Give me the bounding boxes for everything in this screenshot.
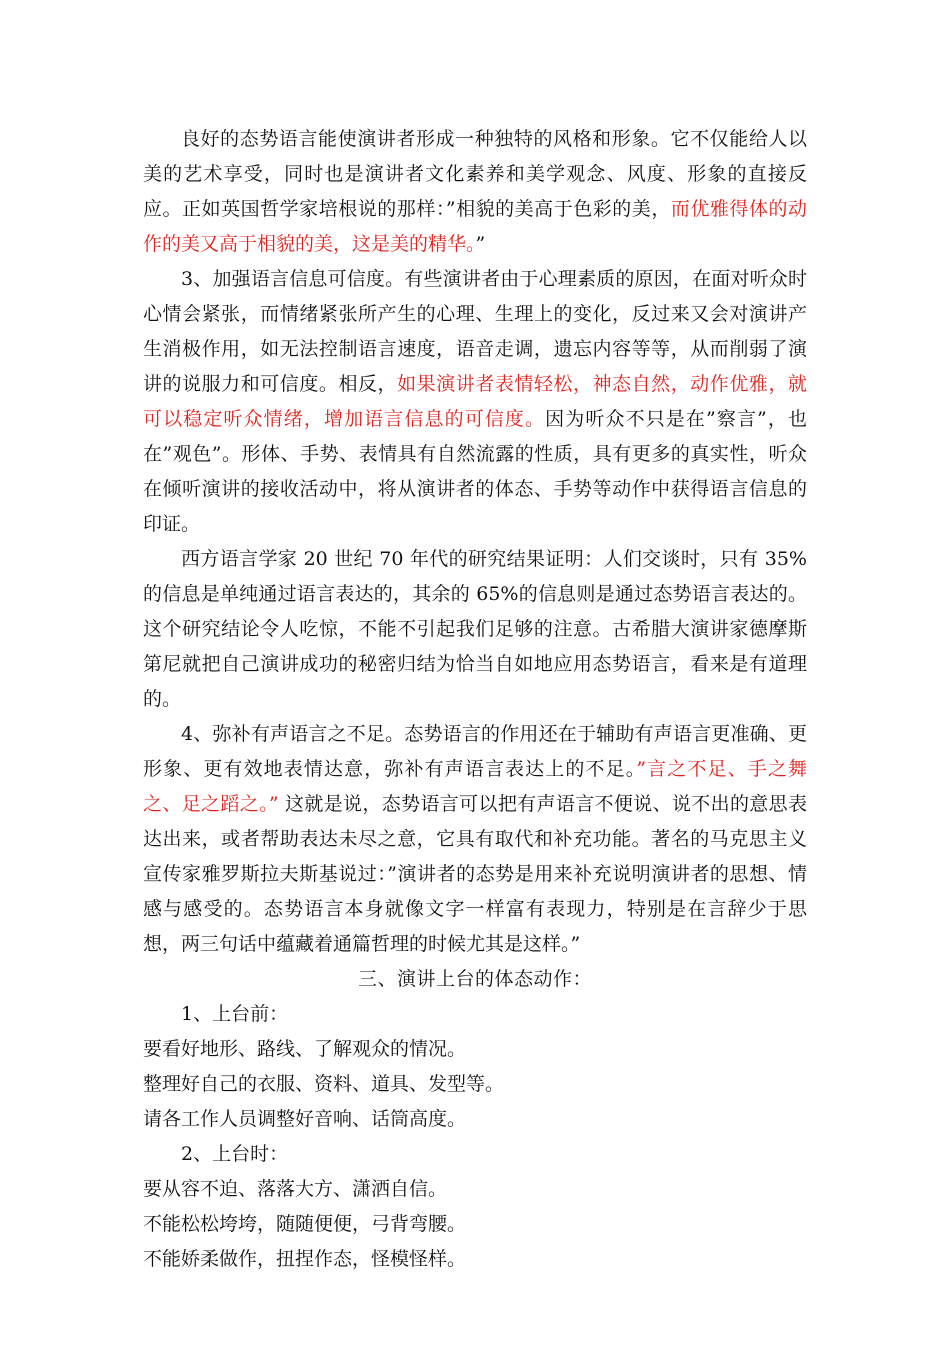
paragraph-2 [143, 262, 807, 542]
paragraph-2-end: 因为听众不只是在”察言”，也在”观色”。形体、手势、表情具有自然流露的性质，具有更多的真实性，听众在倾听演讲的接收活动中，将从演讲者的体态、手势等动作中获得语言信息的印证。 [143, 408, 807, 535]
paragraph-4 [143, 717, 807, 962]
before-item-3: 请各工作人员调整好音响、话筒高度。 [143, 1108, 467, 1130]
paragraph-4-text: 4、弥补有声语言之不足。态势语言的作用还在于辅助有声语言更准确、更形象、更有效地表情达意，弥补有声语言表达上的不足。 [143, 723, 807, 780]
paragraph-1-highlight: 而优雅得体的动作的美又高于相貌的美，这是美的精华。 [143, 198, 807, 255]
paragraph-4-end: 这就是说，态势语言可以把有声语言不便说、说不出的意思表达出来，或者帮助表达未尽之意，它具有取代和补充功能。著名的马克思主义宣传家雅罗斯拉夫斯基说过：”演讲者的态势是用来补充说明演讲者的思想、情感与感受的。态势语言本身就像文字一样富有表现力，特别是在言辞少于思想，两三句话中蕴藏着通篇哲理的时候尤其是这样。” [143, 793, 808, 955]
paragraph-1-text: 良好的态势语言能使演讲者形成一种独特的风格和形象。它不仅能给人以美的艺术享受，同时也是演讲者文化素养和美学观念、风度、形象的直接反应。正如英国哲学家培根说的那样：”相貌的美高于色彩的美， [143, 128, 807, 220]
on-stage-item-2: 不能松松垮垮，随随便便，弓背弯腰。 [143, 1213, 467, 1235]
section-heading: 三、演讲上台的体态动作： [357, 968, 592, 990]
on-stage-title: 2、上台时： [181, 1143, 289, 1165]
paragraph-4-quote: ”言之不足、手之舞之、足之蹈之。” [143, 758, 807, 815]
paragraph-2-text: 3、加强语言信息可信度。有些演讲者由于心理素质的原因，在面对听众时心情会紧张，而情绪紧张所产生的心理、生理上的变化，反过来又会对演讲产生消极作用，如无法控制语言速度，语音走调，遗忘内容等等，从而削弱了演讲的说服力和可信度。相反， [143, 268, 807, 395]
before-item-2: 整理好自己的衣服、资料、道具、发型等。 [143, 1073, 505, 1095]
on-stage-item-1: 要从容不迫、落落大方、潇洒自信。 [143, 1178, 448, 1200]
paragraph-2-highlight: 如果演讲者表情轻松，神态自然，动作优雅，就可以稳定听众情绪，增加语言信息的可信度。 [143, 373, 807, 430]
on-stage-item-3: 不能娇柔做作，扭捏作态，怪模怪样。 [143, 1248, 467, 1270]
before-item-1: 要看好地形、路线、了解观众的情况。 [143, 1038, 467, 1060]
paragraph-3: 西方语言学家 20 世纪 70 年代的研究结果证明：人们交谈时，只有 35%的信息是单纯通过语言表达的，其余的 65%的信息则是通过态势语言表达的。这个研究结论令人吃惊，不能不引起我们足够的注意。古希腊大演讲家德摩斯第尼就把自己演讲成功的秘密归结为恰当自如地应用态势语言，看来是有道理的。 [143, 548, 807, 710]
paragraph-1 [143, 122, 807, 262]
paragraph-1-end: ” [475, 233, 486, 255]
document-page [143, 122, 807, 1277]
before-stage-title: 1、上台前： [181, 1003, 289, 1025]
